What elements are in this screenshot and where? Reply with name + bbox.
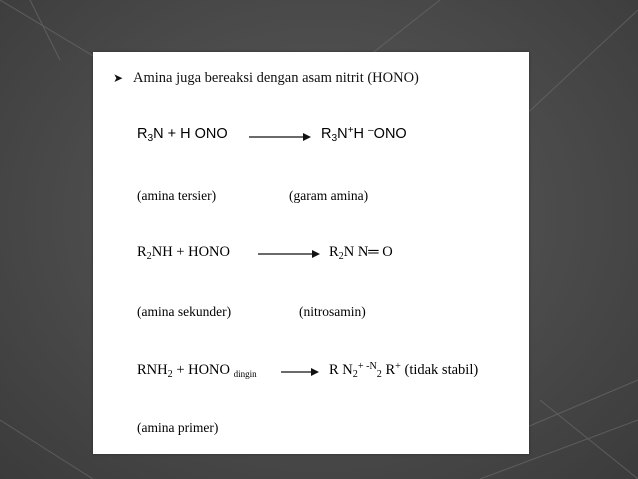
reaction-2-reactant: $R_2NH$ + HONO: [137, 244, 230, 263]
slide-title: Amina juga bereaksi dengan asam nitrit (HONO): [133, 70, 419, 86]
reaction-1-reactant: $R_3N + H$ ONO: [137, 126, 228, 145]
reaction-1-product: $R_3N^+H$ –ONO: [321, 124, 407, 145]
reaction-2-right-label: (nitrosamin): [299, 304, 366, 319]
reaction-3-product: R $N_2^+$ $^{-N}_2$ R+ (tidak stabil): [329, 360, 479, 381]
reaction-2-left-label: (amina sekunder): [137, 304, 232, 319]
arrowhead-bullet-icon: ➤: [113, 71, 124, 85]
reaction-3-left-label: (amina primer): [137, 420, 219, 435]
slide-title-row: [113, 70, 529, 87]
reaction-condition: dingin: [233, 368, 257, 379]
reaction-arrow-icon: [258, 249, 320, 259]
reaction-1-right-label: (garam amina): [289, 188, 369, 203]
reaction-2-product: $R_2N$ N═ O: [329, 244, 393, 263]
reaction-1-left-label: (amina tersier): [137, 188, 217, 203]
slide-content-card: [93, 52, 529, 454]
reaction-arrow-icon: [281, 367, 319, 377]
reaction-arrow-icon: [249, 132, 311, 142]
reaction-3-reactant: $RNH_2$ + HONO $_{dingin}$: [137, 362, 257, 381]
